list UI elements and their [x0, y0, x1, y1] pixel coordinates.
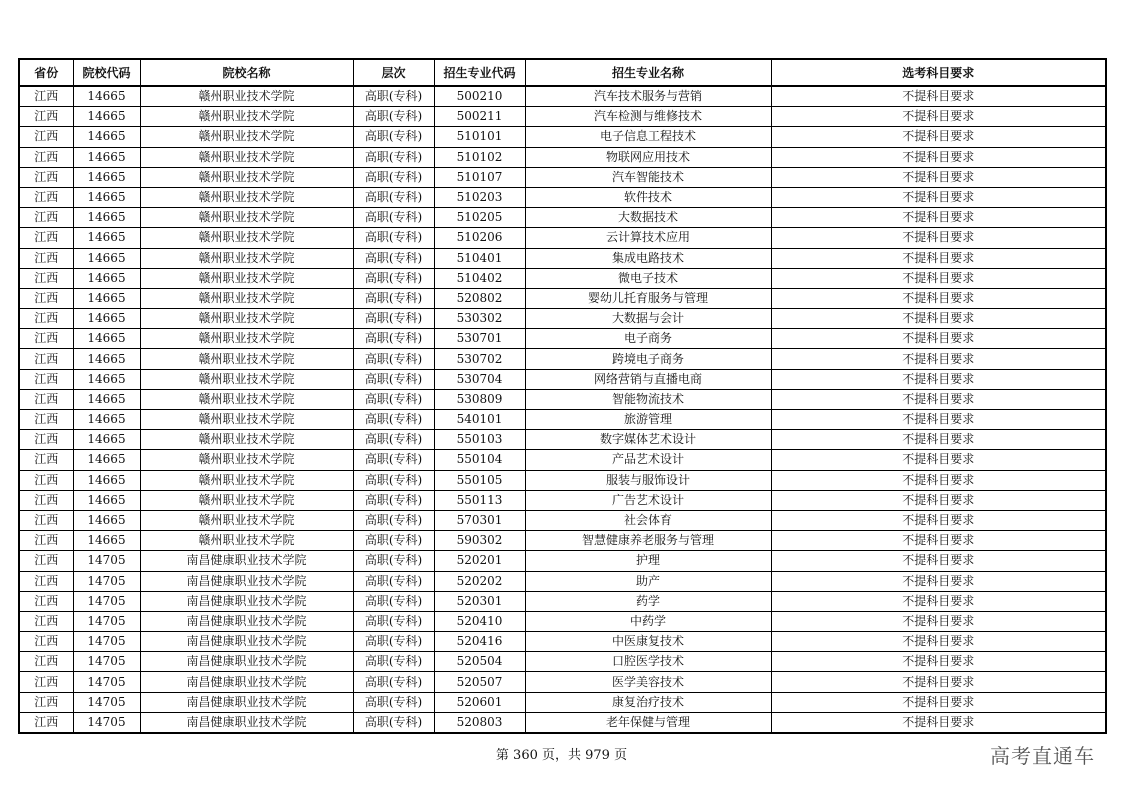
- cell-subject-requirement: 不提科目要求: [771, 208, 1106, 228]
- cell-major-code: 570301: [434, 510, 525, 530]
- cell-subject-requirement: 不提科目要求: [771, 167, 1106, 187]
- cell-province: 江西: [19, 329, 73, 349]
- cell-level: 高职(专科): [353, 510, 434, 530]
- header-province: 省份: [19, 59, 73, 86]
- cell-level: 高职(专科): [353, 430, 434, 450]
- cell-subject-requirement: 不提科目要求: [771, 107, 1106, 127]
- cell-level: 高职(专科): [353, 410, 434, 430]
- cell-school-name: 赣州职业技术学院: [140, 248, 353, 268]
- cell-level: 高职(专科): [353, 248, 434, 268]
- cell-major-name: 软件技术: [525, 187, 771, 207]
- cell-level: 高职(专科): [353, 591, 434, 611]
- cell-school-code: 14665: [73, 208, 140, 228]
- cell-province: 江西: [19, 611, 73, 631]
- cell-school-code: 14665: [73, 349, 140, 369]
- cell-school-name: 赣州职业技术学院: [140, 510, 353, 530]
- cell-major-code: 540101: [434, 410, 525, 430]
- cell-major-name: 物联网应用技术: [525, 147, 771, 167]
- cell-subject-requirement: 不提科目要求: [771, 369, 1106, 389]
- cell-major-code: 550105: [434, 470, 525, 490]
- table-row: [19, 611, 1106, 631]
- cell-school-code: 14665: [73, 490, 140, 510]
- cell-school-code: 14665: [73, 309, 140, 329]
- cell-major-name: 汽车检测与维修技术: [525, 107, 771, 127]
- table-row: [19, 692, 1106, 712]
- cell-major-name: 广告艺术设计: [525, 490, 771, 510]
- cell-province: 江西: [19, 551, 73, 571]
- cell-major-name: 社会体育: [525, 510, 771, 530]
- cell-school-name: 赣州职业技术学院: [140, 86, 353, 107]
- cell-school-name: 赣州职业技术学院: [140, 147, 353, 167]
- cell-level: 高职(专科): [353, 672, 434, 692]
- cell-level: 高职(专科): [353, 490, 434, 510]
- cell-major-code: 520507: [434, 672, 525, 692]
- cell-province: 江西: [19, 309, 73, 329]
- cell-province: 江西: [19, 268, 73, 288]
- cell-major-name: 云计算技术应用: [525, 228, 771, 248]
- cell-province: 江西: [19, 470, 73, 490]
- table-row: [19, 127, 1106, 147]
- cell-major-code: 520802: [434, 288, 525, 308]
- table-row: [19, 208, 1106, 228]
- cell-school-code: 14665: [73, 369, 140, 389]
- cell-province: 江西: [19, 591, 73, 611]
- cell-subject-requirement: 不提科目要求: [771, 329, 1106, 349]
- cell-major-name: 产品艺术设计: [525, 450, 771, 470]
- table-row: [19, 107, 1106, 127]
- cell-subject-requirement: 不提科目要求: [771, 430, 1106, 450]
- cell-level: 高职(专科): [353, 712, 434, 733]
- cell-major-name: 智能物流技术: [525, 389, 771, 409]
- header-major-code: 招生专业代码: [434, 59, 525, 86]
- cell-school-name: 南昌健康职业技术学院: [140, 632, 353, 652]
- cell-level: 高职(专科): [353, 86, 434, 107]
- cell-school-code: 14705: [73, 551, 140, 571]
- cell-major-name: 康复治疗技术: [525, 692, 771, 712]
- cell-major-name: 药学: [525, 591, 771, 611]
- cell-major-code: 510401: [434, 248, 525, 268]
- table-row: [19, 490, 1106, 510]
- table-row: [19, 510, 1106, 530]
- cell-major-name: 智慧健康养老服务与管理: [525, 531, 771, 551]
- table-row: [19, 531, 1106, 551]
- cell-province: 江西: [19, 531, 73, 551]
- cell-school-name: 赣州职业技术学院: [140, 410, 353, 430]
- cell-major-code: 520803: [434, 712, 525, 733]
- cell-province: 江西: [19, 450, 73, 470]
- cell-school-name: 南昌健康职业技术学院: [140, 551, 353, 571]
- cell-level: 高职(专科): [353, 450, 434, 470]
- cell-level: 高职(专科): [353, 369, 434, 389]
- table-row: [19, 349, 1106, 369]
- cell-major-code: 510205: [434, 208, 525, 228]
- cell-major-name: 跨境电子商务: [525, 349, 771, 369]
- cell-province: 江西: [19, 389, 73, 409]
- cell-school-name: 赣州职业技术学院: [140, 470, 353, 490]
- cell-major-name: 老年保健与管理: [525, 712, 771, 733]
- table-row: [19, 187, 1106, 207]
- cell-major-code: 510107: [434, 167, 525, 187]
- cell-subject-requirement: 不提科目要求: [771, 571, 1106, 591]
- cell-school-name: 赣州职业技术学院: [140, 167, 353, 187]
- watermark-text: 高考直通车: [990, 744, 1095, 768]
- cell-subject-requirement: 不提科目要求: [771, 288, 1106, 308]
- cell-major-code: 520202: [434, 571, 525, 591]
- cell-level: 高职(专科): [353, 147, 434, 167]
- cell-school-name: 赣州职业技术学院: [140, 430, 353, 450]
- cell-major-code: 530302: [434, 309, 525, 329]
- cell-subject-requirement: 不提科目要求: [771, 632, 1106, 652]
- cell-subject-requirement: 不提科目要求: [771, 86, 1106, 107]
- cell-subject-requirement: 不提科目要求: [771, 309, 1106, 329]
- cell-province: 江西: [19, 571, 73, 591]
- cell-province: 江西: [19, 692, 73, 712]
- table-row: [19, 369, 1106, 389]
- cell-school-name: 赣州职业技术学院: [140, 268, 353, 288]
- cell-major-code: 520504: [434, 652, 525, 672]
- table-row: [19, 389, 1106, 409]
- cell-school-name: 赣州职业技术学院: [140, 309, 353, 329]
- cell-level: 高职(专科): [353, 309, 434, 329]
- cell-major-name: 大数据技术: [525, 208, 771, 228]
- cell-major-code: 550103: [434, 430, 525, 450]
- header-school-code: 院校代码: [73, 59, 140, 86]
- cell-level: 高职(专科): [353, 389, 434, 409]
- cell-school-code: 14665: [73, 470, 140, 490]
- table-row: [19, 632, 1106, 652]
- cell-school-name: 赣州职业技术学院: [140, 107, 353, 127]
- cell-major-code: 510402: [434, 268, 525, 288]
- cell-province: 江西: [19, 127, 73, 147]
- cell-subject-requirement: 不提科目要求: [771, 591, 1106, 611]
- table-row: [19, 591, 1106, 611]
- cell-major-code: 520301: [434, 591, 525, 611]
- cell-province: 江西: [19, 369, 73, 389]
- cell-subject-requirement: 不提科目要求: [771, 611, 1106, 631]
- cell-major-code: 520601: [434, 692, 525, 712]
- cell-level: 高职(专科): [353, 208, 434, 228]
- cell-subject-requirement: 不提科目要求: [771, 712, 1106, 733]
- cell-major-code: 550104: [434, 450, 525, 470]
- cell-school-name: 南昌健康职业技术学院: [140, 672, 353, 692]
- cell-school-name: 赣州职业技术学院: [140, 389, 353, 409]
- cell-school-code: 14705: [73, 652, 140, 672]
- cell-level: 高职(专科): [353, 349, 434, 369]
- cell-subject-requirement: 不提科目要求: [771, 187, 1106, 207]
- cell-school-code: 14665: [73, 410, 140, 430]
- cell-level: 高职(专科): [353, 268, 434, 288]
- cell-major-code: 510206: [434, 228, 525, 248]
- cell-subject-requirement: 不提科目要求: [771, 692, 1106, 712]
- cell-major-code: 530701: [434, 329, 525, 349]
- cell-major-name: 汽车技术服务与营销: [525, 86, 771, 107]
- cell-major-name: 集成电路技术: [525, 248, 771, 268]
- cell-school-name: 南昌健康职业技术学院: [140, 571, 353, 591]
- cell-school-name: 南昌健康职业技术学院: [140, 652, 353, 672]
- cell-school-code: 14665: [73, 107, 140, 127]
- cell-school-code: 14705: [73, 672, 140, 692]
- table-row: [19, 228, 1106, 248]
- cell-school-code: 14665: [73, 510, 140, 530]
- cell-school-name: 赣州职业技术学院: [140, 490, 353, 510]
- cell-school-code: 14705: [73, 632, 140, 652]
- header-level: 层次: [353, 59, 434, 86]
- cell-subject-requirement: 不提科目要求: [771, 410, 1106, 430]
- cell-subject-requirement: 不提科目要求: [771, 127, 1106, 147]
- cell-major-code: 500210: [434, 86, 525, 107]
- enrollment-table: [18, 58, 1107, 734]
- table-row: [19, 86, 1106, 107]
- cell-major-name: 中药学: [525, 611, 771, 631]
- cell-major-code: 510102: [434, 147, 525, 167]
- cell-school-code: 14665: [73, 268, 140, 288]
- cell-province: 江西: [19, 410, 73, 430]
- cell-province: 江西: [19, 712, 73, 733]
- cell-level: 高职(专科): [353, 228, 434, 248]
- cell-major-name: 助产: [525, 571, 771, 591]
- cell-major-name: 旅游管理: [525, 410, 771, 430]
- cell-school-name: 赣州职业技术学院: [140, 531, 353, 551]
- cell-subject-requirement: 不提科目要求: [771, 510, 1106, 530]
- cell-school-name: 南昌健康职业技术学院: [140, 712, 353, 733]
- table-row: [19, 329, 1106, 349]
- cell-major-name: 中医康复技术: [525, 632, 771, 652]
- page-number: 第 360 页，共 979 页: [495, 748, 628, 763]
- cell-major-code: 530702: [434, 349, 525, 369]
- cell-school-name: 赣州职业技术学院: [140, 450, 353, 470]
- cell-school-code: 14705: [73, 571, 140, 591]
- cell-province: 江西: [19, 349, 73, 369]
- cell-level: 高职(专科): [353, 652, 434, 672]
- cell-level: 高职(专科): [353, 632, 434, 652]
- cell-major-code: 510101: [434, 127, 525, 147]
- table-header-row: [19, 59, 1106, 86]
- cell-school-code: 14665: [73, 248, 140, 268]
- cell-major-code: 530809: [434, 389, 525, 409]
- cell-level: 高职(专科): [353, 187, 434, 207]
- cell-major-code: 590302: [434, 531, 525, 551]
- cell-subject-requirement: 不提科目要求: [771, 389, 1106, 409]
- cell-school-code: 14665: [73, 430, 140, 450]
- cell-school-name: 南昌健康职业技术学院: [140, 611, 353, 631]
- cell-school-code: 14705: [73, 712, 140, 733]
- cell-subject-requirement: 不提科目要求: [771, 470, 1106, 490]
- cell-major-name: 大数据与会计: [525, 309, 771, 329]
- cell-major-name: 婴幼儿托育服务与管理: [525, 288, 771, 308]
- cell-school-code: 14665: [73, 86, 140, 107]
- cell-level: 高职(专科): [353, 531, 434, 551]
- cell-level: 高职(专科): [353, 167, 434, 187]
- cell-major-code: 530704: [434, 369, 525, 389]
- cell-province: 江西: [19, 652, 73, 672]
- cell-level: 高职(专科): [353, 551, 434, 571]
- table-row: [19, 652, 1106, 672]
- cell-school-name: 南昌健康职业技术学院: [140, 692, 353, 712]
- cell-major-name: 电子商务: [525, 329, 771, 349]
- cell-level: 高职(专科): [353, 127, 434, 147]
- cell-major-name: 网络营销与直播电商: [525, 369, 771, 389]
- cell-level: 高职(专科): [353, 611, 434, 631]
- cell-province: 江西: [19, 510, 73, 530]
- cell-school-name: 赣州职业技术学院: [140, 208, 353, 228]
- cell-major-code: 550113: [434, 490, 525, 510]
- cell-subject-requirement: 不提科目要求: [771, 147, 1106, 167]
- cell-province: 江西: [19, 490, 73, 510]
- table-row: [19, 571, 1106, 591]
- cell-level: 高职(专科): [353, 470, 434, 490]
- cell-subject-requirement: 不提科目要求: [771, 531, 1106, 551]
- cell-school-name: 赣州职业技术学院: [140, 349, 353, 369]
- cell-major-name: 医学美容技术: [525, 672, 771, 692]
- cell-province: 江西: [19, 430, 73, 450]
- cell-school-name: 赣州职业技术学院: [140, 329, 353, 349]
- table-row: [19, 450, 1106, 470]
- cell-major-code: 510203: [434, 187, 525, 207]
- cell-province: 江西: [19, 187, 73, 207]
- cell-major-code: 520416: [434, 632, 525, 652]
- cell-major-code: 500211: [434, 107, 525, 127]
- cell-school-code: 14665: [73, 167, 140, 187]
- cell-school-code: 14665: [73, 288, 140, 308]
- cell-level: 高职(专科): [353, 107, 434, 127]
- cell-province: 江西: [19, 147, 73, 167]
- cell-school-code: 14665: [73, 187, 140, 207]
- header-subject-requirement: 选考科目要求: [771, 59, 1106, 86]
- table-row: [19, 288, 1106, 308]
- cell-province: 江西: [19, 672, 73, 692]
- cell-province: 江西: [19, 288, 73, 308]
- cell-school-code: 14665: [73, 531, 140, 551]
- cell-major-name: 微电子技术: [525, 268, 771, 288]
- cell-province: 江西: [19, 632, 73, 652]
- cell-school-code: 14665: [73, 389, 140, 409]
- cell-school-code: 14665: [73, 147, 140, 167]
- cell-level: 高职(专科): [353, 692, 434, 712]
- table-row: [19, 268, 1106, 288]
- table-row: [19, 147, 1106, 167]
- cell-subject-requirement: 不提科目要求: [771, 450, 1106, 470]
- cell-subject-requirement: 不提科目要求: [771, 672, 1106, 692]
- cell-school-name: 赣州职业技术学院: [140, 369, 353, 389]
- table-row: [19, 470, 1106, 490]
- cell-school-code: 14665: [73, 228, 140, 248]
- cell-major-code: 520201: [434, 551, 525, 571]
- header-major-name: 招生专业名称: [525, 59, 771, 86]
- table-row: [19, 248, 1106, 268]
- cell-province: 江西: [19, 107, 73, 127]
- cell-school-name: 赣州职业技术学院: [140, 127, 353, 147]
- cell-subject-requirement: 不提科目要求: [771, 248, 1106, 268]
- cell-level: 高职(专科): [353, 288, 434, 308]
- cell-school-name: 赣州职业技术学院: [140, 187, 353, 207]
- table-row: [19, 167, 1106, 187]
- cell-province: 江西: [19, 86, 73, 107]
- cell-province: 江西: [19, 228, 73, 248]
- cell-major-name: 服装与服饰设计: [525, 470, 771, 490]
- cell-subject-requirement: 不提科目要求: [771, 349, 1106, 369]
- cell-school-code: 14665: [73, 329, 140, 349]
- cell-subject-requirement: 不提科目要求: [771, 490, 1106, 510]
- cell-province: 江西: [19, 248, 73, 268]
- table-body: [19, 86, 1106, 733]
- table-row: [19, 672, 1106, 692]
- cell-subject-requirement: 不提科目要求: [771, 652, 1106, 672]
- cell-level: 高职(专科): [353, 571, 434, 591]
- cell-school-code: 14665: [73, 450, 140, 470]
- cell-school-code: 14705: [73, 692, 140, 712]
- cell-province: 江西: [19, 167, 73, 187]
- cell-school-code: 14705: [73, 591, 140, 611]
- cell-major-name: 口腔医学技术: [525, 652, 771, 672]
- table-row: [19, 712, 1106, 733]
- cell-major-name: 汽车智能技术: [525, 167, 771, 187]
- cell-major-code: 520410: [434, 611, 525, 631]
- cell-major-name: 护理: [525, 551, 771, 571]
- table-row: [19, 309, 1106, 329]
- cell-major-name: 电子信息工程技术: [525, 127, 771, 147]
- table-row: [19, 410, 1106, 430]
- cell-school-name: 赣州职业技术学院: [140, 288, 353, 308]
- cell-subject-requirement: 不提科目要求: [771, 268, 1106, 288]
- cell-school-code: 14705: [73, 611, 140, 631]
- cell-school-code: 14665: [73, 127, 140, 147]
- table-row: [19, 430, 1106, 450]
- table-row: [19, 551, 1106, 571]
- cell-school-name: 南昌健康职业技术学院: [140, 591, 353, 611]
- cell-school-name: 赣州职业技术学院: [140, 228, 353, 248]
- cell-major-name: 数字媒体艺术设计: [525, 430, 771, 450]
- header-school-name: 院校名称: [140, 59, 353, 86]
- cell-level: 高职(专科): [353, 329, 434, 349]
- cell-province: 江西: [19, 208, 73, 228]
- cell-subject-requirement: 不提科目要求: [771, 228, 1106, 248]
- cell-subject-requirement: 不提科目要求: [771, 551, 1106, 571]
